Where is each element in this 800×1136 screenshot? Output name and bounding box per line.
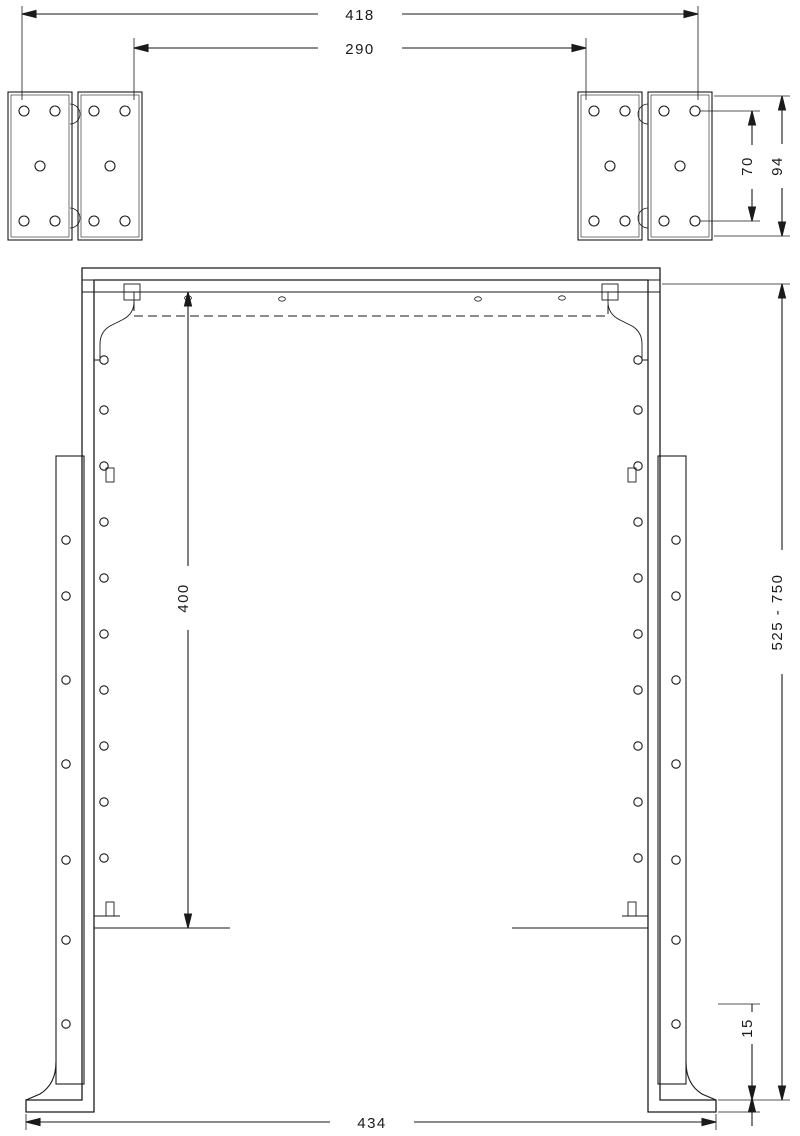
dimension-label-70: 70 [739, 156, 756, 176]
dimension-label-290: 290 [345, 41, 375, 58]
dimension-label-418: 418 [345, 7, 375, 24]
dimension-label-15: 15 [739, 1018, 756, 1038]
main-frame [26, 268, 716, 1112]
dimension-label-525-750: 525 - 750 [769, 573, 786, 651]
dimension-525-750 [662, 284, 792, 1100]
dimension-label-400: 400 [175, 583, 192, 613]
dimension-label-434: 434 [357, 1115, 387, 1132]
dimension-label-94: 94 [769, 156, 786, 176]
bracket-top-left [8, 92, 142, 240]
bracket-top-right [578, 92, 712, 240]
